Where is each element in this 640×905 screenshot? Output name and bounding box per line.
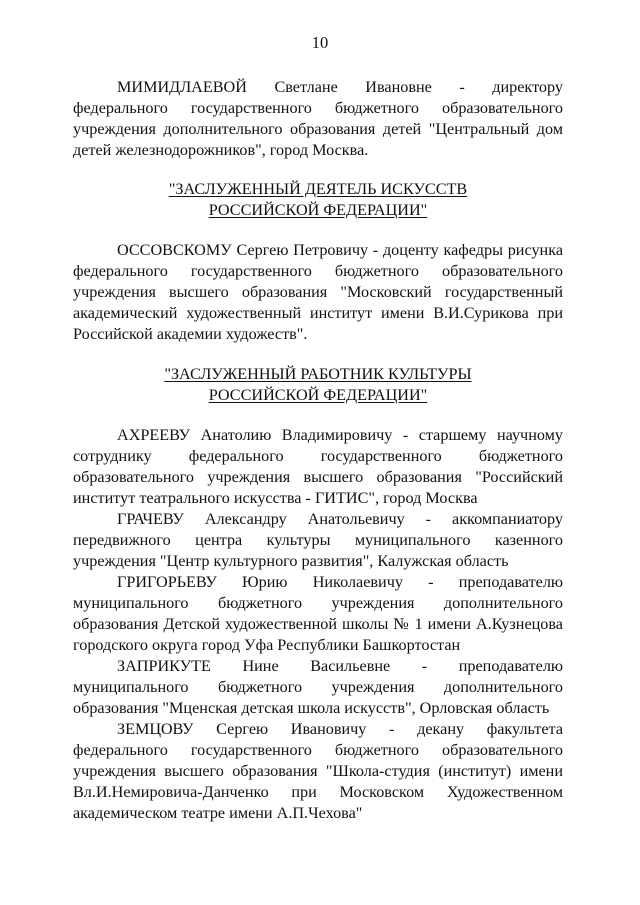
- section-2-heading-line-2: РОССИЙСКОЙ ФЕДЕРАЦИИ": [208, 386, 428, 404]
- section-1-heading-line-1: "ЗАСЛУЖЕННЫЙ ДЕЯТЕЛЬ ИСКУССТВ: [168, 180, 468, 198]
- section-2-heading: [73, 364, 563, 406]
- section-2-entry-zemtsov: ЗЕМЦОВУ Сергею Ивановичу - декану факультета федерального государственного бюджетного образовательного учреждения высшего образования "Школа-студия (институт) имени Вл.И.Немировича-Данченко при Московском Художественном академическом театре имени А.П.Чехова": [73, 720, 563, 822]
- section-2-entry-grachev: ГРАЧЕВУ Александру Анатольевичу - аккомпаниатору передвижного центра культуры муниципального казенного учреждения "Центр культурного развития", Калужская область: [73, 510, 563, 570]
- section-1-heading-line-2: РОССИЙСКОЙ ФЕДЕРАЦИИ": [208, 201, 428, 219]
- section-2-entries: [73, 425, 563, 824]
- section-1-entry: ОССОВСКОМУ Сергею Петровичу - доценту кафедры рисунка федерального государственного бюджетного образовательного учреждения высшего образования "Московский государственный академический художественный институт имени В.И.Сурикова при Российской академии художеств".: [73, 241, 563, 343]
- section-1-entries: [73, 240, 563, 345]
- page-number: 10: [311, 33, 329, 52]
- section-2-entry-akhreev: АХРЕЕВУ Анатолию Владимировичу - старшему научному сотруднику федерального государственного бюджетного образовательного учреждения высшего образования "Российский институт театрального искусства - ГИТИС", город Москва: [73, 426, 563, 507]
- intro-paragraph: МИМИДЛАЕВОЙ Светлане Ивановне - директору федерального государственного бюджетного образовательного учреждения дополнительного образования детей "Центральный дом детей железнодорожников", город Москва.: [73, 78, 563, 159]
- section-1-heading: [73, 179, 563, 221]
- section-2-entry-grigoriev: ГРИГОРЬЕВУ Юрию Николаевичу - преподавателю муниципального бюджетного учреждения дополнительного образования Детской художественной школы № 1 имени А.Кузнецова городского округа город Уфа Республики Башкортостан: [73, 573, 563, 654]
- section-2-heading-line-1: "ЗАСЛУЖЕННЫЙ РАБОТНИК КУЛЬТУРЫ: [164, 365, 472, 383]
- intro-block: [73, 77, 563, 161]
- section-2-entry-zaprikute: ЗАПРИКУТЕ Нине Васильевне - преподавателю муниципального бюджетного учреждения дополнительного образования "Мценская детская школа искусств", Орловская область: [73, 657, 563, 717]
